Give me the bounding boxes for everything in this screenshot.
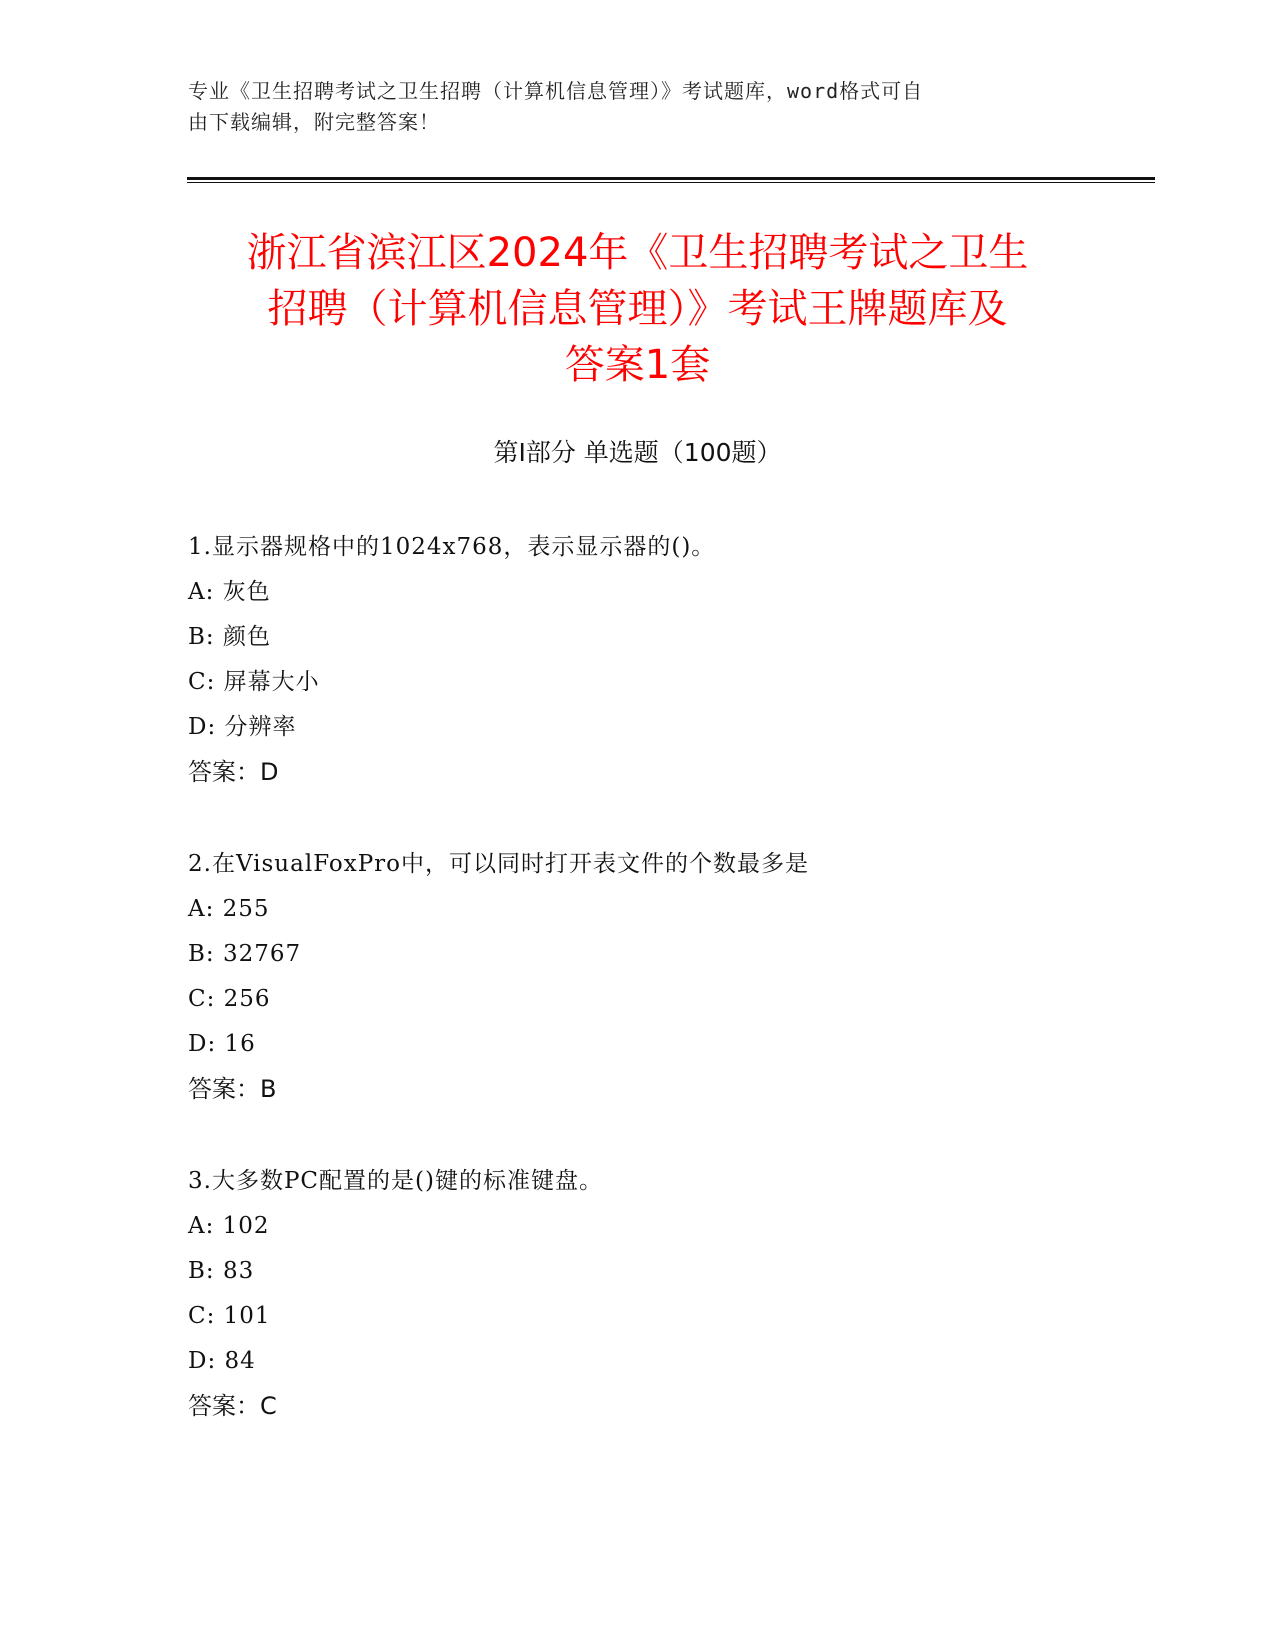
question-answer: 答案：B (188, 1075, 277, 1103)
option-b: B: 颜色 (188, 624, 271, 650)
header-note-line-1: 专业《卫生招聘考试之卫生招聘（计算机信息管理）》考试题库，word格式可自 (188, 79, 924, 103)
document-title (150, 225, 1125, 393)
header-divider-thick (187, 177, 1155, 180)
option-a: A: 灰色 (188, 579, 271, 605)
question-answer: 答案：C (188, 1392, 277, 1420)
document-title-line-2: 招聘（计算机信息管理）》考试王牌题库及 (267, 286, 1008, 332)
section-title: 第I部分 单选题（100题） (493, 438, 782, 467)
question-stem: 2.在VisualFoxPro中，可以同时打开表文件的个数最多是 (188, 851, 810, 877)
option-b: B: 83 (188, 1258, 255, 1284)
option-d: D: 84 (188, 1348, 256, 1374)
option-d: D: 16 (188, 1031, 256, 1057)
option-a: A: 255 (188, 896, 270, 922)
question-stem: 3.大多数PC配置的是()键的标准键盘。 (188, 1168, 603, 1194)
option-b: B: 32767 (188, 941, 302, 967)
question-spacer (188, 795, 1148, 842)
option-d: D: 分辨率 (188, 714, 297, 740)
question-spacer (188, 1112, 1148, 1159)
question-2 (188, 842, 1148, 1112)
question-answer: 答案：D (188, 758, 279, 786)
option-a: A: 102 (188, 1213, 270, 1239)
header-note-line-2: 由下载编辑，附完整答案！ (188, 110, 440, 134)
option-c: C: 101 (188, 1303, 271, 1329)
option-c: C: 256 (188, 986, 271, 1012)
document-title-line-3: 答案1套 (564, 342, 711, 388)
question-1 (188, 525, 1148, 795)
question-stem: 1.显示器规格中的1024x768，表示显示器的()。 (188, 534, 716, 560)
question-list (188, 525, 1148, 1429)
question-3 (188, 1159, 1148, 1429)
header-divider-thin (187, 182, 1155, 183)
header-note (188, 76, 1088, 138)
document-title-line-1: 浙江省滨江区2024年《卫生招聘考试之卫生 (246, 230, 1029, 276)
option-c: C: 屏幕大小 (188, 669, 320, 695)
